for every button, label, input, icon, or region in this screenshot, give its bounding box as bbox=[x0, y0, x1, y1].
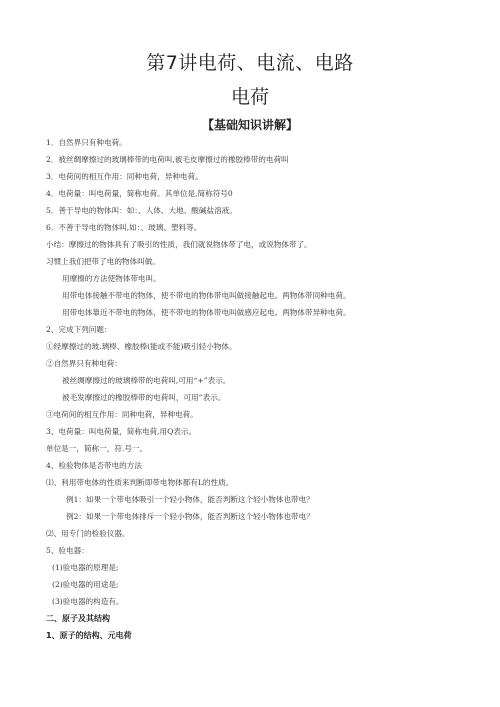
text-line: ③电荷间的相互作用：同种电荷，异种电荷。 bbox=[46, 410, 198, 419]
text-line: 单位是一，简称一，符.号一。 bbox=[46, 444, 148, 453]
text-line: ②自然界只有种电荷： bbox=[46, 359, 122, 368]
text-line: 小结：摩擦过的物体具有了吸引的性质，我们就说物体带了电，或说物体带了。 bbox=[46, 240, 312, 249]
text-line: 用带电体接触不带电的物体，使不带电的物体带电叫做接触起电。两物体带同种电荷。 bbox=[62, 291, 351, 300]
text-line: (2)验电器的用途是; bbox=[52, 580, 119, 589]
section-heading: 【基础知识讲解】 bbox=[201, 118, 298, 132]
text-line: 被毛发摩擦过的橡胶棒带的电荷叫，可用”表示。 bbox=[62, 393, 226, 402]
text-line: 5．善于导电的物体叫：如：、人体、大地、酸碱盐溶液。 bbox=[46, 206, 237, 215]
lesson-subtitle: 电荷 bbox=[230, 86, 269, 108]
text-line: (3)验电器的构造有。 bbox=[52, 597, 124, 606]
text-line: ⑴、利用带电体的性质来判断即带电物体都有L的性质。 bbox=[46, 478, 234, 487]
lesson-title: 第7讲电荷、电流、电路 bbox=[146, 52, 354, 74]
text-line: 6．不善于导电的物体叫,如：、玻璃、塑料等。 bbox=[46, 223, 202, 232]
text-line: 5、验电器： bbox=[46, 546, 89, 555]
text-line: 习惯上我们把带了电的物体叫做。 bbox=[46, 257, 160, 266]
text-line: 用带电体靠近不带电的物体，使不带电的物体带电叫做感应起电。两物体带异种电荷。 bbox=[62, 308, 351, 317]
subsection-heading: 1、原子的结构、元电荷 bbox=[46, 631, 132, 640]
text-line: (1)验电器的原理是; bbox=[52, 563, 119, 572]
text-line: ①经摩擦过的玻.璃棒、橡胶棒(能或不能)吸引轻小物体。 bbox=[46, 342, 237, 351]
section-heading-atom: 二、原子及其结构 bbox=[46, 614, 110, 623]
text-line: 用摩擦的方法使物体带电叫。 bbox=[62, 274, 161, 283]
text-line: 4、检验物体是否带电的方法 bbox=[46, 461, 142, 470]
text-line: 2、完成下列问题： bbox=[46, 325, 112, 334]
text-line: 3、电荷量：叫电荷量，简称电荷,用Q表示。 bbox=[46, 427, 197, 436]
text-line: 1．自然界只有种电荷。 bbox=[46, 138, 127, 147]
text-line: 4．电荷量：叫电荷量，简称电荷。其单位是,简称符号0 bbox=[46, 189, 233, 198]
text-line: 例1：如果一个带电体吸引一个轻小物体，能否判断这个轻小物体也带电？ bbox=[66, 495, 314, 504]
text-line: 3．电荷间的相互作用：同种电荷，异种电荷。 bbox=[46, 172, 203, 181]
text-line: 被丝绸摩擦过的玻璃棒带的电荷叫,可用“+”表示。 bbox=[62, 376, 231, 385]
text-line: ⑵、用专门的检验仪器。 bbox=[46, 529, 130, 538]
text-line: 例2：如果一个带电体排斥一个轻小物体，能否判断这个轻小物体也带电？ bbox=[66, 512, 314, 521]
text-line: 2．被丝绸摩擦过的玻璃棒带的电荷叫,被毛皮摩擦过的橡胶棒带的电荷叫 bbox=[46, 155, 289, 164]
